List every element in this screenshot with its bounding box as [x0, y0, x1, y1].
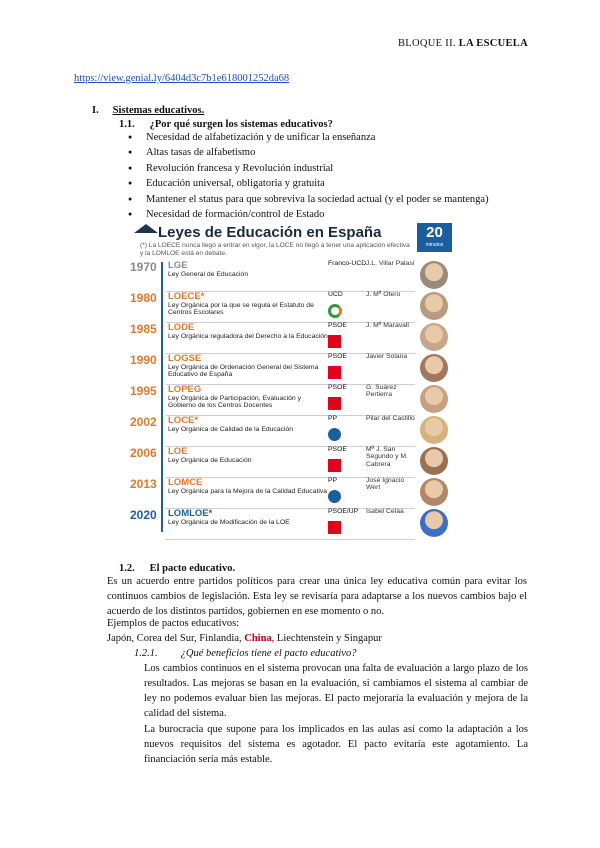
minister-portrait	[420, 354, 448, 382]
paragraph: La burocracia que supone para los implicados en las aulas así como la adaptación a los nuevos requisitos del sistema es agotador. El pacto evitaría este agotamiento. La financiación sería más estable.	[144, 724, 528, 765]
ucd-logo-icon	[328, 304, 342, 318]
law-code: LOCE*	[168, 415, 199, 426]
minister-portrait	[420, 323, 448, 351]
list-item: ● Educación universal, obligatoria y gratuita	[128, 176, 489, 191]
psoe-logo-icon	[328, 397, 341, 410]
law-year: 2020	[130, 508, 157, 522]
law-year: 1995	[130, 384, 157, 398]
law-name: Ley Orgánica de Ordenación General del Sistema Educativo de España	[168, 364, 319, 379]
country-list: Japón, Corea del Sur, Finlandia, China, Liechtenstein y Singapur	[107, 633, 382, 644]
law-year: 1985	[130, 322, 157, 336]
page-header	[398, 38, 528, 49]
subsubsection-title: ¿Qué beneficios tiene el pacto educativo?	[180, 648, 357, 659]
subsection-number: 1.1.	[119, 119, 135, 130]
law-party: PP	[328, 415, 338, 422]
list-item: ● Mantener el status para que sobreviva la sociedad actual (y el poder se mantenga)	[128, 192, 489, 207]
law-name: Ley Orgánica por la que se regula el Estatuto de Centros Escolares	[168, 302, 314, 317]
law-name: Ley Orgánica de Educación	[168, 457, 252, 464]
law-year: 2006	[130, 446, 157, 460]
law-party: Franco-UCD	[328, 260, 367, 267]
minister-portrait	[420, 478, 448, 506]
minister-portrait	[420, 385, 448, 413]
subsection-heading	[119, 563, 235, 574]
list-item: ● Necesidad de alfabetización y de unificar la enseñanza	[128, 130, 489, 145]
section-title: Sistemas educativos.	[112, 105, 205, 116]
row-divider	[166, 539, 415, 540]
list-item: ● Revolución francesa y Revolución industrial	[128, 161, 489, 176]
law-party: PSOE	[328, 384, 347, 391]
law-row	[128, 446, 455, 478]
infographic-note: (*) La LOECE nunca llegó a entrar en vigor, la LOCE no llegó a tener una aplicación efectiva y la LOMLOE está en debate.	[140, 242, 410, 257]
bullet-icon: ●	[128, 209, 133, 218]
law-name: Ley Orgánica de Calidad de la Educación	[168, 426, 294, 433]
paragraph: Es un acuerdo entre partidos políticos para crear una única ley educativa común para evitar los continuos cambios de legislación. Esta ley se revisaría para adaptarse a los nuevos cambios bajo el acuerdo de los distintos partidos, gobiernen en ese momento o no.	[107, 576, 527, 617]
law-name: Ley Orgánica reguladora del Derecho a la Educación	[168, 333, 328, 340]
minister-portrait	[420, 447, 448, 475]
infographic-title: Leyes de Educación en España	[158, 224, 382, 241]
law-year: 1970	[130, 260, 157, 274]
law-minister: J. Mª Maravall	[366, 322, 409, 329]
law-code: LOMCE	[168, 477, 203, 488]
law-minister: Isabel Celáa	[366, 508, 404, 515]
pp-logo-icon	[328, 428, 341, 441]
header-prefix: BLOQUE II.	[398, 38, 456, 49]
education-laws-infographic	[128, 220, 455, 542]
law-year: 1990	[130, 353, 157, 367]
examples-label: Ejemplos de pactos educativos:	[107, 618, 240, 629]
law-row	[128, 477, 455, 509]
law-minister: Mª J. San Segundo y M. Cabrera	[366, 446, 408, 468]
law-minister: Javier Solana	[366, 353, 408, 360]
law-name: Ley Orgánica para la Mejora de la Calidad Educativa	[168, 488, 328, 495]
law-minister: Pilar del Castillo	[366, 415, 415, 422]
section-heading	[92, 105, 204, 116]
minister-portrait	[420, 509, 448, 537]
law-row	[128, 353, 455, 385]
subsection-heading	[119, 119, 333, 130]
bullet-icon: ●	[128, 133, 133, 141]
subsection-title: ¿Por qué surgen los sistemas educativos?	[149, 119, 333, 130]
law-row	[128, 415, 455, 447]
brand-badge: 20 minutos	[417, 223, 452, 252]
subsubsection-number: 1.2.1.	[134, 648, 158, 659]
law-year: 2013	[130, 477, 157, 491]
law-row	[128, 260, 455, 292]
law-code: LGE	[168, 260, 188, 271]
law-code: LOECE*	[168, 291, 205, 302]
subsubsection-heading	[134, 648, 356, 659]
header-title: LA ESCUELA	[458, 38, 528, 49]
law-minister: J.L. Villar Palasí	[366, 260, 415, 267]
bullet-icon: ●	[128, 148, 133, 157]
law-row	[128, 508, 455, 540]
bullet-list	[128, 130, 489, 222]
psoe-logo-icon	[328, 335, 341, 348]
law-row	[128, 291, 455, 323]
subsection-title: El pacto educativo.	[149, 563, 236, 574]
list-item: ● Necesidad de formación/control de Estado	[128, 207, 489, 222]
law-code: LOGSE	[168, 353, 202, 364]
highlighted-country: China	[244, 633, 272, 644]
minister-portrait	[420, 416, 448, 444]
pp-logo-icon	[328, 490, 341, 503]
law-code: LOPEG	[168, 384, 202, 395]
bullet-icon: ●	[128, 163, 133, 172]
law-year: 2002	[130, 415, 157, 429]
law-name: Ley Orgánica de Modificación de la LOE	[168, 519, 290, 526]
law-party: PP	[328, 477, 338, 484]
graduation-cap-icon	[134, 224, 158, 233]
law-minister: G. Suárez Pertierra	[366, 384, 397, 399]
law-party: UCD	[328, 291, 343, 298]
psoe-logo-icon	[328, 459, 341, 472]
list-item: ● Altas tasas de alfabetismo	[128, 145, 489, 160]
minister-portrait	[420, 292, 448, 320]
minister-portrait	[420, 261, 448, 289]
law-row	[128, 322, 455, 354]
paragraph: Los cambios continuos en el sistema provocan una falta de evaluación a largo plazo de los resultados. Las mejoras se basan en la evaluación, si cambiamos el sistema al cambiar de ley no podemos evaluar bien las mejoras. El pacto mejoraría la evaluación y mejora de la calidad del sistema.	[144, 663, 528, 719]
law-row	[128, 384, 455, 416]
law-name: Ley General de Educación	[168, 271, 249, 278]
bullet-icon: ●	[128, 194, 133, 203]
psoe-logo-icon	[328, 366, 341, 379]
psoe-logo-icon	[328, 521, 341, 534]
law-party: PSOE/UP	[328, 508, 359, 515]
law-code: LODE	[168, 322, 195, 333]
law-code: LOE	[168, 446, 188, 457]
law-party: PSOE	[328, 322, 347, 329]
law-minister: José Ignacio Wert	[366, 477, 405, 492]
bullet-icon: ●	[128, 179, 133, 188]
law-party: PSOE	[328, 446, 347, 453]
law-code: LOMLOE*	[168, 508, 213, 519]
law-minister: J. Mª Otero	[366, 291, 401, 298]
genially-link[interactable]: https://view.genial.ly/6404d3c7b1e618001252da68	[74, 73, 290, 84]
law-name: Ley Orgánica de Participación, Evaluación y Gobierno de los Centros Docentes	[168, 395, 301, 410]
section-number: I.	[92, 105, 99, 116]
law-year: 1980	[130, 291, 157, 305]
law-party: PSOE	[328, 353, 347, 360]
subsection-number: 1.2.	[119, 563, 135, 574]
